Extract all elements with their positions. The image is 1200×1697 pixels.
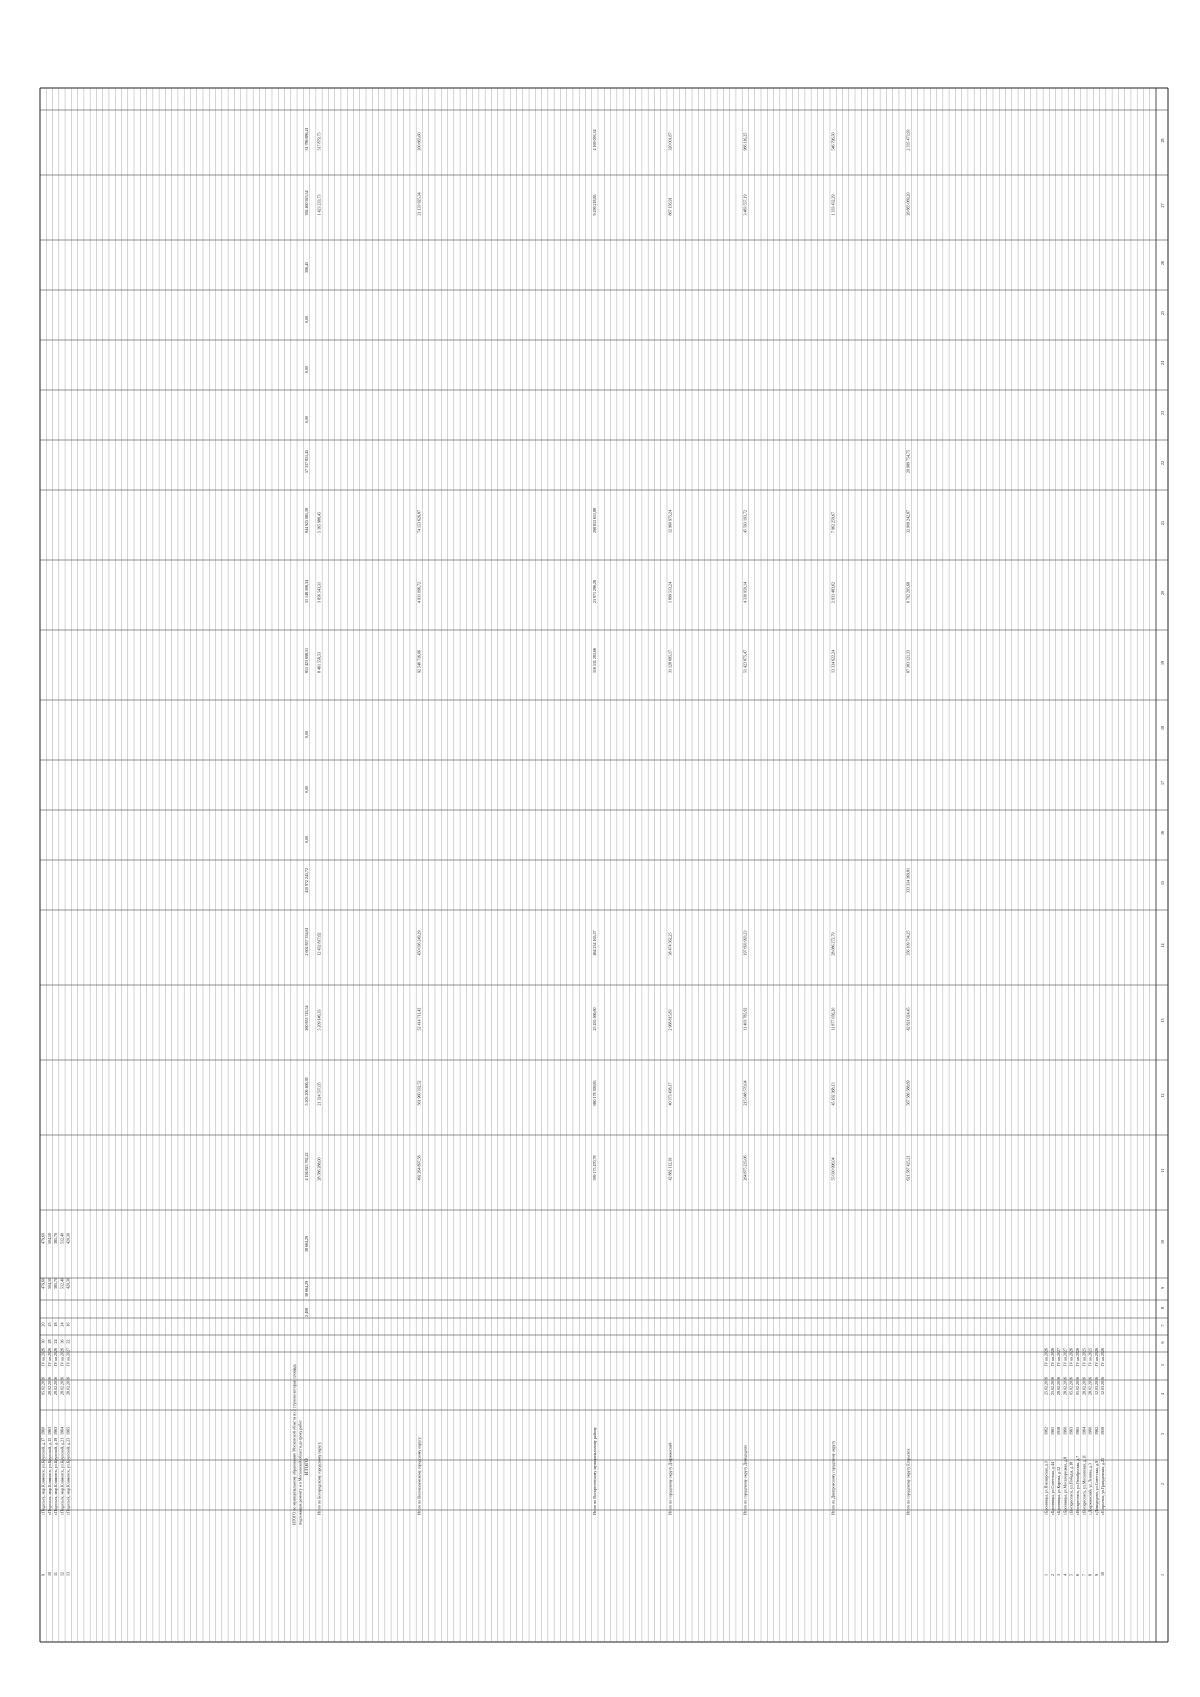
section-subtotal-c14: 12 432 817,62: [316, 932, 322, 956]
totals-c28: 31 786 886,41: [303, 127, 309, 151]
detail-row-term: IV кв.2025: [1087, 1348, 1093, 1366]
detail-row-term: IV кв.2026: [1100, 1348, 1106, 1366]
section-subtotal-c13: 42 821 024,45: [905, 1007, 911, 1031]
detail-row-address: г.Бронницы, ул.Советская, д.44: [1049, 1462, 1055, 1515]
section-subtotal-c28: 4 169 093,34: [592, 129, 598, 151]
totals-c19: 851 423 698,51: [303, 648, 309, 673]
detail-row-year: 1961: [1049, 1427, 1055, 1435]
row-count-b: 24: [59, 1322, 65, 1327]
section-subtotal-c20: 4 931 096,72: [416, 582, 422, 603]
section-subtotal-c11: 264 875 235,06: [742, 1155, 748, 1181]
column-number-18: 18: [1160, 726, 1165, 730]
section-subtotal-c21: 298 853 651,88: [592, 508, 598, 533]
section-subtotal-c20: 23 971 296,28: [592, 580, 598, 603]
section-subtotal-c13: 11 403 785,92: [742, 1007, 748, 1031]
section-subtotal-c13: 2 968 815,83: [667, 1009, 673, 1031]
totals-c15: 410 972 241,72: [303, 868, 309, 893]
row-count-b: 25: [46, 1322, 52, 1327]
section-subtotal-c19: 13 334 622,24: [830, 650, 836, 673]
detail-row-number: 10: [1100, 1572, 1106, 1576]
detail-row-number: 3: [1056, 1574, 1062, 1576]
section-subtotal-c14: 464 234 165,37: [592, 930, 598, 956]
row-area: 512,40: [59, 1278, 65, 1289]
section-subtotal-c11: 28 586 288,00: [316, 1157, 322, 1181]
detail-row-year: 1960: [1062, 1427, 1068, 1435]
row-date: 28.02.2016: [59, 1377, 65, 1395]
detail-row-number: 9: [1093, 1574, 1099, 1576]
totals-c8: 2 408: [303, 1308, 309, 1317]
row-address: г.Подольск, мкр.Климовск, ул.Крупской, д.15: [46, 1437, 52, 1515]
section-subtotal-c14: 450 036 249,29: [416, 930, 422, 956]
row-year: 1965: [65, 1427, 71, 1435]
column-number-1: 1: [1160, 1574, 1165, 1576]
row-number: 9: [40, 1574, 46, 1576]
section-subtotal-c27: 26 665 069,20: [905, 192, 911, 216]
totals-c20: 31 148 306,34: [303, 580, 309, 603]
detail-row-number: 8: [1087, 1574, 1093, 1576]
section-subtotal-c28: 546 796,50: [830, 132, 836, 151]
detail-row-term: IV кв.2026: [1075, 1348, 1081, 1366]
section-subtotal-label: Итого по Волоколамскому городскому округу: [416, 1437, 422, 1515]
detail-row-year: 1962: [1093, 1427, 1099, 1435]
row-date: 05.02.2016: [40, 1377, 46, 1395]
detail-row-term: IV кв.2027: [1056, 1348, 1062, 1366]
totals-c22: 57 337 851,45: [303, 450, 309, 473]
detail-row-number: 2: [1049, 1574, 1055, 1576]
detail-row-address: г.Дзержинский, ул.Ленина, д.3: [1087, 1463, 1093, 1515]
totals-c16: 0,00: [303, 836, 309, 843]
detail-row-term: IV кв.2026: [1068, 1348, 1074, 1366]
section-subtotal-c20: 1 899 513,24: [667, 582, 673, 603]
detail-row-term: IV кв.2026: [1093, 1348, 1099, 1366]
section-subtotal-c19: 116 531 283,66: [592, 648, 598, 673]
section-subtotal-c19: 92 546 716,06: [416, 650, 422, 673]
row-area-2: 512,40: [59, 1233, 65, 1244]
column-number-11: 11: [1160, 1168, 1165, 1173]
section-subtotal-c13: 52 414 711,42: [416, 1007, 422, 1031]
totals-c24: 0,00: [303, 366, 309, 373]
detail-row-date: 25.02.2016: [1043, 1377, 1049, 1395]
detail-row-date: 25.02.2016: [1049, 1377, 1055, 1395]
totals-c9: 38 664,29: [303, 1281, 309, 1297]
row-term: IV кв.2026: [53, 1348, 59, 1366]
detail-row-date: 28.02.2016: [1062, 1377, 1068, 1395]
section-subtotal-c27: 9 299 218,85: [592, 194, 598, 216]
row-area: 479,60: [40, 1278, 46, 1289]
column-number-10: 10: [1160, 1240, 1165, 1244]
row-area: 504,50: [46, 1278, 52, 1289]
section-subtotal-c28: 2 335 473,93: [905, 129, 911, 151]
detail-row-date: 05.02.2016: [1075, 1377, 1081, 1395]
row-count-a: 28: [46, 1339, 52, 1344]
detail-row-date: 28.02.2016: [1056, 1377, 1062, 1395]
section-subtotal-c28: 966 116,25: [742, 132, 748, 151]
row-year: 1963: [46, 1427, 52, 1435]
totals-c13: 260 853 743,54: [303, 1005, 309, 1031]
totals-c10: 38 664,29: [303, 1236, 309, 1252]
section-subtotal-c27: 21 133 925,34: [416, 192, 422, 216]
column-number-20: 20: [1160, 591, 1165, 595]
section-subtotal-c14: 28 086 272,79: [830, 932, 836, 956]
column-number-23: 23: [1160, 411, 1165, 415]
column-number-9: 9: [1160, 1287, 1165, 1289]
section-subtotal-c12: 40 373 438,17: [667, 1082, 673, 1106]
column-number-26: 26: [1160, 261, 1165, 265]
section-subtotal-c11: 599 175 470,78: [592, 1155, 598, 1181]
section-subtotal-c12: 21 324 537,05: [316, 1082, 322, 1106]
section-subtotal-c19: 51 423 875,47: [742, 650, 748, 673]
section-subtotal-label: Итого по Воскресенскому муниципальному району: [592, 1427, 598, 1515]
totals-c11: 4 194 825 762,22: [303, 1152, 309, 1181]
totals-label: ИТОГО: [304, 1458, 310, 1475]
section-subtotal-label: Итого по Дмитровскому городскому округу: [830, 1440, 836, 1515]
section-subtotal-c20: 3 856 543,31: [316, 582, 322, 603]
section-subtotal-c11: 42 882 112,39: [667, 1157, 673, 1181]
detail-row-year: 1962: [1043, 1427, 1049, 1435]
detail-row-number: 4: [1062, 1574, 1068, 1576]
row-term: IV кв.2026: [46, 1348, 52, 1366]
section-subtotal-c12: 680 178 399,85: [592, 1080, 598, 1106]
row-number: 11: [53, 1572, 59, 1576]
row-address: г.Подольск, мкр.Климовск, ул.Крупской, д.23: [65, 1437, 71, 1515]
row-year: 1960: [40, 1427, 46, 1435]
row-count-b: 18: [53, 1322, 59, 1327]
detail-row-year: 1963: [1068, 1427, 1074, 1435]
row-date: 28.02.2016: [65, 1377, 71, 1395]
section-subtotal-c19: 87 383 121,33: [905, 650, 911, 673]
section-subtotal-c21: 5 165 986,45: [316, 512, 322, 533]
row-count-a: 22: [65, 1339, 71, 1344]
section-subtotal-c13: 11 877 056,20: [830, 1007, 836, 1031]
section-subtotal-c21: 45 593 193,72: [742, 510, 748, 533]
totals-c21: 944 925 085,58: [303, 508, 309, 533]
section-subtotal-c22: 20 989 754,75: [905, 450, 911, 473]
row-address: г.Подольск, мкр.Климовск, ул.Крупской, д.19: [53, 1437, 59, 1515]
section-subtotal-c21: 74 153 626,87: [416, 510, 422, 533]
section-subtotal-c11: 621 587 425,21: [905, 1155, 911, 1181]
detail-row-year: 1958: [1056, 1427, 1062, 1435]
section-subtotal-c21: 32 909 242,87: [905, 510, 911, 533]
section-subtotal-c12: 561 960 332,52: [416, 1080, 422, 1106]
detail-row-number: 6: [1075, 1574, 1081, 1576]
section-subtotal-label: Итого по городскому округу Егорьевск: [905, 1448, 911, 1515]
row-year: 1963: [53, 1427, 59, 1435]
row-date: 28.02.2016: [53, 1377, 59, 1395]
section-subtotal-c20: 4 330 950,14: [742, 582, 748, 603]
row-area: 420,30: [65, 1278, 71, 1289]
totals-c23: 0,00: [303, 416, 309, 423]
column-number-5: 5: [1160, 1364, 1165, 1366]
detail-row-number: 5: [1068, 1574, 1074, 1576]
row-count-b: 20: [40, 1322, 46, 1327]
detail-row-date: 12.03.2016: [1100, 1377, 1106, 1395]
column-number-24: 24: [1160, 361, 1165, 365]
section-subtotal-c12: 45 192 368,13: [830, 1082, 836, 1106]
detail-row-term: IV кв.2026: [1043, 1348, 1049, 1366]
detail-row-term: IV кв.2026: [1049, 1348, 1055, 1366]
column-number-15: 15: [1160, 881, 1165, 885]
section-subtotal-label: Итого по городскому округу Домодедово: [742, 1445, 748, 1515]
section-subtotal-c28: 320 001,67: [667, 132, 673, 151]
row-area-2: 479,60: [40, 1233, 46, 1244]
section-subtotal-c13: 25 435 566,60: [592, 1007, 598, 1031]
section-subtotal-label: Итого по Богородскому городскому округу: [316, 1442, 322, 1515]
section-subtotal-c28: 517 879,75: [316, 132, 322, 151]
row-area-2: 420,30: [65, 1233, 71, 1244]
column-number-27: 27: [1160, 203, 1165, 208]
totals-c18: 0,00: [303, 731, 309, 738]
column-number-2: 2: [1160, 1483, 1165, 1485]
section-subtotal-c15: 333 314 369,81: [905, 868, 911, 893]
detail-row-year: 1965: [1075, 1427, 1081, 1435]
column-number-19: 19: [1160, 661, 1165, 665]
column-number-21: 21: [1160, 521, 1165, 525]
document-title-line-2: подлежащих ремонту и в Московской области до сроку работ: [297, 1420, 303, 1525]
row-term: IV кв.2027: [65, 1348, 71, 1366]
section-subtotal-c14: 38 474 562,25: [667, 932, 673, 956]
section-subtotal-c21: 12 960 975,24: [667, 510, 673, 533]
row-area-2: 385,70: [53, 1233, 59, 1244]
column-number-8: 8: [1160, 1307, 1165, 1309]
section-subtotal-c20: 2 931 483,62: [830, 582, 836, 603]
totals-c25: 0,00: [303, 316, 309, 323]
column-number-6: 6: [1160, 1341, 1165, 1344]
row-area: 385,70: [53, 1278, 59, 1289]
totals-c27: 392 460 923,54: [303, 190, 309, 216]
detail-row-date: 28.02.2016: [1081, 1377, 1087, 1395]
row-address: г.Подольск, мкр.Климовск, ул.Крупской, д.21: [59, 1437, 65, 1515]
detail-row-year: 1960: [1087, 1427, 1093, 1435]
section-subtotal-c19: 8 461 558,53: [316, 652, 322, 673]
row-term: IV кв.2026: [40, 1348, 46, 1366]
section-subtotal-c21: 7 962 259,67: [830, 512, 836, 533]
section-subtotal-c28: 200 665,60: [416, 132, 422, 151]
totals-c14: 2 602 857 334,61: [303, 927, 309, 956]
row-number: 12: [59, 1572, 65, 1576]
detail-row-term: IV кв.2025: [1081, 1348, 1087, 1366]
section-subtotal-c20: 6 702 205,68: [905, 582, 911, 603]
section-subtotal-c12: 215 048 570,04: [742, 1080, 748, 1106]
detail-row-date: 28.02.2016: [1087, 1377, 1093, 1395]
totals-c12: 5 203 206 466,38: [303, 1077, 309, 1106]
detail-row-number: 1: [1043, 1574, 1049, 1576]
column-number-17: 17: [1160, 781, 1165, 785]
column-number-25: 25: [1160, 311, 1165, 315]
detail-row-address: г.Воскресенск, ул.Московская, д.11: [1081, 1455, 1087, 1515]
detail-row-address: г.Воскресенск, ул.Победы, д.18: [1068, 1461, 1074, 1515]
column-number-28: 28: [1160, 138, 1165, 143]
column-number-14: 14: [1160, 943, 1165, 948]
row-count-a: 36: [59, 1339, 65, 1344]
column-number-12: 12: [1160, 1093, 1165, 1098]
row-count-a: 30: [40, 1339, 46, 1344]
detail-row-address: г.Воскресенск, ул.Октябрьская, д.7: [1075, 1455, 1081, 1515]
column-number-4: 4: [1160, 1393, 1165, 1395]
section-subtotal-c14: 197 693 993,23: [742, 930, 748, 956]
row-number: 13: [65, 1572, 71, 1576]
detail-row-term: IV кв.2027: [1062, 1348, 1068, 1366]
detail-row-address: г.Егорьевск, ул.Гражданская, д.21: [1100, 1457, 1106, 1515]
column-number-3: 3: [1160, 1433, 1165, 1435]
section-subtotal-c27: 3 483 557,19: [742, 194, 748, 216]
detail-row-address: г.Домодедово, ул.Советская, д.9: [1093, 1460, 1099, 1515]
section-subtotal-c11: 55 030 996,04: [830, 1157, 836, 1181]
section-subtotal-c13: 5 209 146,33: [316, 1009, 322, 1031]
row-count-b: 16: [65, 1322, 71, 1327]
detail-row-date: 05.02.2016: [1068, 1377, 1074, 1395]
detail-row-address: г.Бронницы, ул.Кирова, д.12: [1056, 1466, 1062, 1515]
row-term: IV кв.2026: [59, 1348, 65, 1366]
row-number: 10: [46, 1572, 52, 1576]
row-area-2: 504,50: [46, 1233, 52, 1244]
column-number-7: 7: [1160, 1324, 1165, 1327]
detail-row-address: г.Бронницы, ул.Пионерская, д.3: [1043, 1461, 1049, 1515]
section-subtotal-c27: 1 333 432,29: [830, 194, 836, 216]
totals-c17: 0,00: [303, 786, 309, 793]
section-subtotal-c19: 31 128 685,17: [667, 650, 673, 673]
detail-row-date: 12.03.2016: [1093, 1377, 1099, 1395]
section-subtotal-c27: 867 156,91: [667, 197, 673, 216]
section-subtotal-c27: 1 423 233,73: [316, 194, 322, 216]
column-number-22: 22: [1160, 461, 1165, 465]
document-title-line-1: ИТОГО по муниципальному образованию Московской области из 2 ступени которые площадь: [291, 1363, 297, 1525]
row-count-a: 24: [53, 1339, 59, 1344]
section-subtotal-c14: 356 109 734,25: [905, 930, 911, 956]
column-number-16: 16: [1160, 831, 1165, 835]
row-address: г.Подольск, мкр.Климовск, ул.Крупской, д.17: [40, 1437, 46, 1515]
totals-c26: 306,45: [303, 262, 309, 273]
detail-row-year: 1959: [1100, 1427, 1106, 1435]
column-number-13: 13: [1160, 1018, 1165, 1023]
section-subtotal-label: Итого по городскому округу Дзержинский: [667, 1442, 673, 1515]
section-subtotal-c12: 567 586 588,69: [905, 1080, 911, 1106]
detail-row-year: 1964: [1081, 1427, 1087, 1435]
row-year: 1964: [59, 1427, 65, 1435]
detail-row-number: 7: [1081, 1574, 1087, 1576]
detail-row-address: г.Бронницы, ул.Москворецкая, д.8: [1062, 1456, 1068, 1515]
row-date: 28.02.2016: [46, 1377, 52, 1395]
section-subtotal-c11: 492 264 897,58: [416, 1155, 422, 1181]
